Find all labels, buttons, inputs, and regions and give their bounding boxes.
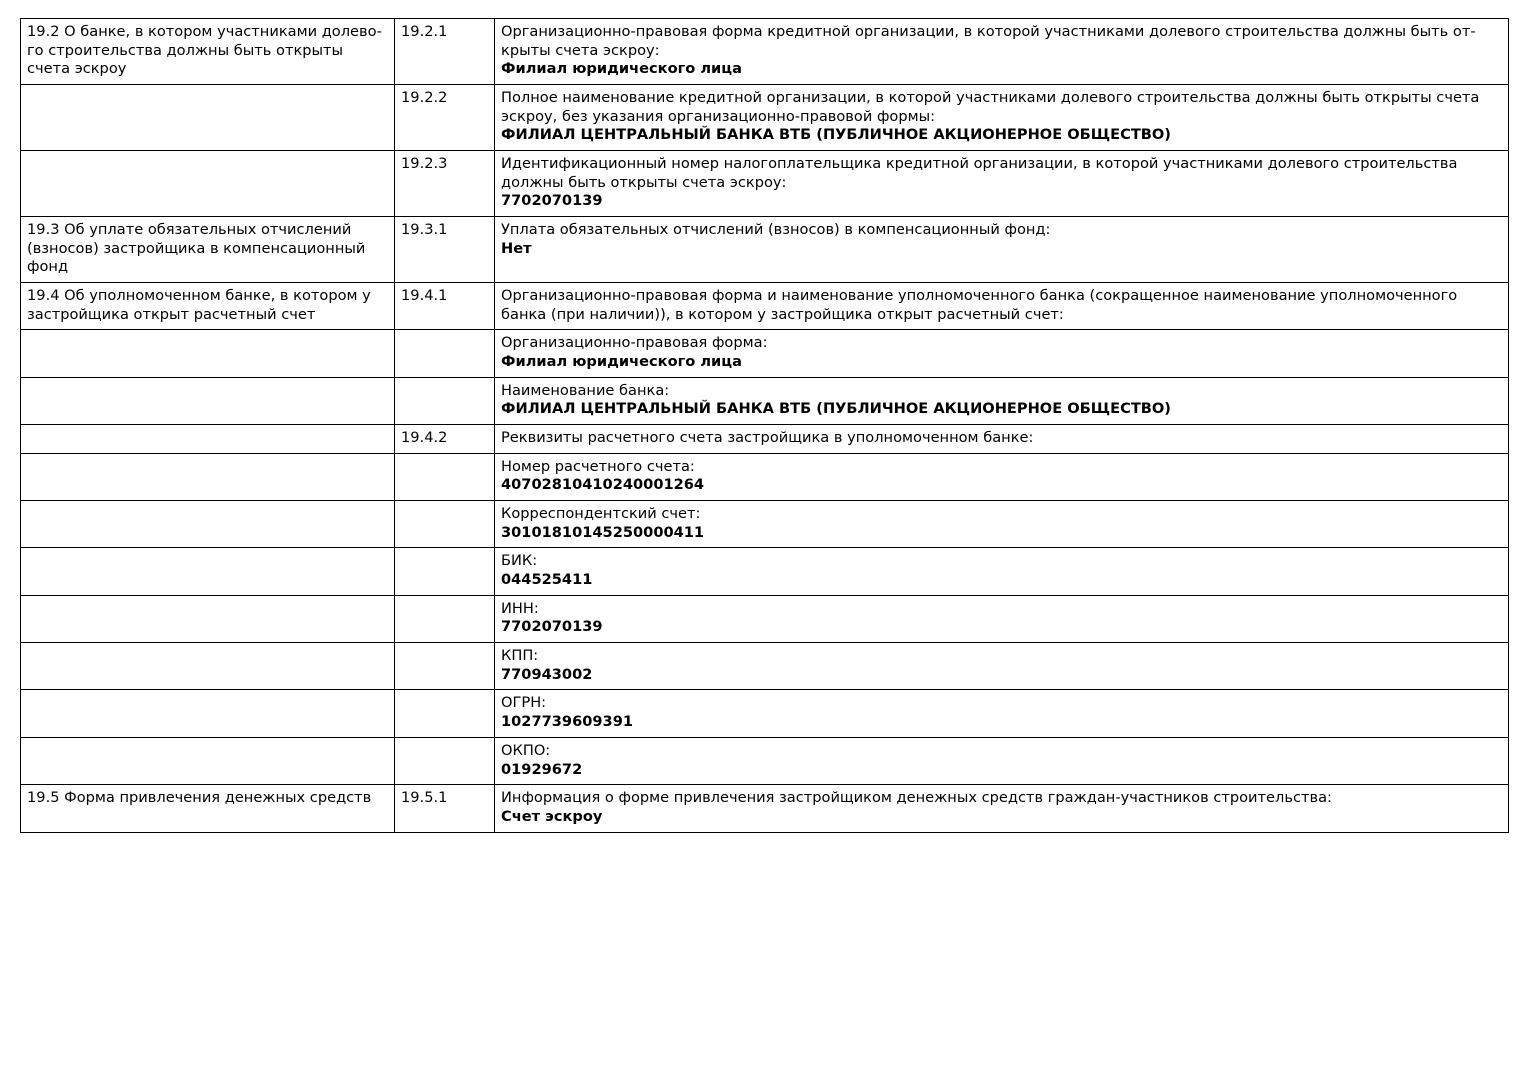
row-content	[495, 501, 1509, 548]
row-code	[395, 453, 495, 500]
table-row	[21, 19, 1509, 85]
row-code	[395, 690, 495, 737]
row-code: 19.2.1	[395, 19, 495, 85]
table-row	[21, 330, 1509, 377]
row-value: ФИЛИАЛ ЦЕНТРАЛЬНЫЙ БАНКА ВТБ (ПУБЛИЧНОЕ АКЦИОНЕРНОЕ ОБЩЕСТВО)	[501, 126, 1171, 144]
table-row	[21, 453, 1509, 500]
row-code: 19.3.1	[395, 217, 495, 283]
row-label: ОКПО:	[501, 741, 551, 759]
row-content	[495, 377, 1509, 424]
table-row	[21, 217, 1509, 283]
row-label: Номер расчетного счета:	[501, 457, 695, 475]
table-row	[21, 283, 1509, 330]
table-row	[21, 595, 1509, 642]
row-section-title	[21, 548, 395, 595]
row-value: ФИЛИАЛ ЦЕНТРАЛЬНЫЙ БАНКА ВТБ (ПУБЛИЧНОЕ АКЦИОНЕРНОЕ ОБЩЕСТВО)	[501, 400, 1171, 418]
row-value: 30101810145250000411	[501, 523, 705, 541]
row-code	[395, 548, 495, 595]
row-code: 19.5.1	[395, 785, 495, 832]
row-label: Информация о форме привлечения застройщиком денежных средств граждан-участников строительства:	[501, 789, 1332, 807]
row-value: 40702810410240001264	[501, 476, 705, 494]
row-content	[495, 425, 1509, 454]
row-label: ОГРН:	[501, 694, 547, 712]
row-content	[495, 643, 1509, 690]
table-row	[21, 501, 1509, 548]
row-section-title	[21, 690, 395, 737]
row-content	[495, 217, 1509, 283]
row-code: 19.4.1	[395, 283, 495, 330]
row-label: БИК:	[501, 552, 538, 570]
table-row	[21, 85, 1509, 151]
row-label: ИНН:	[501, 599, 539, 617]
row-section-title: 19.5 Форма привлечения денежных средств	[21, 785, 395, 832]
row-content	[495, 19, 1509, 85]
row-content	[495, 453, 1509, 500]
row-label: Наименование банка:	[501, 381, 670, 399]
table-row	[21, 151, 1509, 217]
row-section-title: 19.2 О банке, в котором участниками долево-го строительства должны быть открыты счета эскроу	[21, 19, 395, 85]
table-row	[21, 690, 1509, 737]
row-value: Счет эскроу	[501, 807, 603, 825]
row-section-title	[21, 330, 395, 377]
row-section-title: 19.3 Об уплате обязательных отчислений (взносов) застройщика в компенсационный фонд	[21, 217, 395, 283]
row-code: 19.2.2	[395, 85, 495, 151]
row-code	[395, 643, 495, 690]
row-section-title	[21, 595, 395, 642]
row-label: Организационно-правовая форма кредитной организации, в которой участниками долевого строительства должны быть от-крыты счета эскроу:	[501, 23, 1476, 59]
table-row	[21, 377, 1509, 424]
table-row	[21, 737, 1509, 784]
row-value: 7702070139	[501, 192, 603, 210]
row-value: Филиал юридического лица	[501, 353, 742, 371]
row-code: 19.2.3	[395, 151, 495, 217]
row-value: 044525411	[501, 571, 593, 589]
row-content	[495, 85, 1509, 151]
row-value: 770943002	[501, 665, 593, 683]
row-label: Корреспондентский счет:	[501, 505, 701, 523]
row-value: 1027739609391	[501, 713, 634, 731]
row-label: Реквизиты расчетного счета застройщика в уполномоченном банке:	[501, 429, 1034, 447]
row-content	[495, 595, 1509, 642]
row-content	[495, 151, 1509, 217]
row-value: 7702070139	[501, 618, 603, 636]
row-code	[395, 377, 495, 424]
table-row	[21, 785, 1509, 832]
row-section-title	[21, 377, 395, 424]
row-label: Уплата обязательных отчислений (взносов) в компенсационный фонд:	[501, 221, 1051, 239]
row-label: Организационно-правовая форма:	[501, 334, 768, 352]
row-content	[495, 548, 1509, 595]
row-label: Идентификационный номер налогоплательщика кредитной организации, в которой участниками долевого строительства должны быть открыты счета эскроу:	[501, 155, 1458, 191]
row-section-title	[21, 85, 395, 151]
table-row	[21, 548, 1509, 595]
row-section-title	[21, 453, 395, 500]
table-row	[21, 425, 1509, 454]
row-value: 01929672	[501, 760, 583, 778]
row-content	[495, 690, 1509, 737]
row-label: Организационно-правовая форма и наименование уполномоченного банка (сокращенное наименование уполномоченного банка (при наличии)), в котором у застройщика открыт расчетный счет:	[501, 287, 1458, 323]
row-content	[495, 283, 1509, 330]
row-label: Полное наименование кредитной организации, в которой участниками долевого строительства должны быть открыты счета эскроу, без указания организационно-правовой формы:	[501, 89, 1480, 125]
row-content	[495, 737, 1509, 784]
row-section-title	[21, 643, 395, 690]
row-section-title	[21, 737, 395, 784]
row-code	[395, 595, 495, 642]
row-code: 19.4.2	[395, 425, 495, 454]
row-section-title	[21, 425, 395, 454]
row-code	[395, 737, 495, 784]
table-row	[21, 643, 1509, 690]
developer-bank-details-table	[20, 18, 1509, 833]
row-value: Филиал юридического лица	[501, 60, 742, 78]
row-content	[495, 330, 1509, 377]
row-content	[495, 785, 1509, 832]
row-value: Нет	[501, 239, 532, 257]
row-code	[395, 501, 495, 548]
row-section-title	[21, 151, 395, 217]
row-section-title: 19.4 Об уполномоченном банке, в котором у застройщика открыт расчетный счет	[21, 283, 395, 330]
row-code	[395, 330, 495, 377]
row-section-title	[21, 501, 395, 548]
row-label: КПП:	[501, 647, 539, 665]
